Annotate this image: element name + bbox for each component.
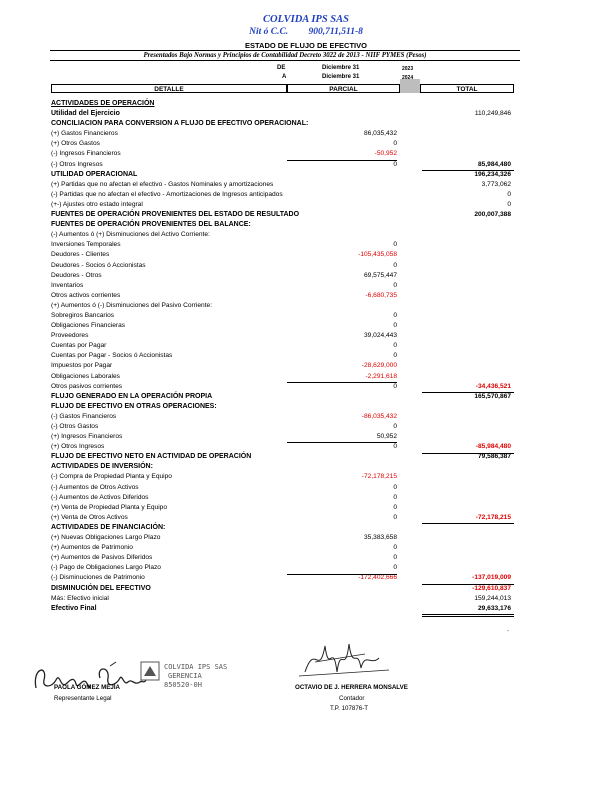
statement-row bbox=[51, 543, 521, 553]
nit-row bbox=[0, 27, 612, 37]
statement-row bbox=[51, 442, 521, 452]
statement-row bbox=[51, 392, 521, 402]
row-total: 3,773,062 bbox=[481, 180, 511, 188]
de-date: Diciembre 31 bbox=[322, 65, 360, 71]
row-label: (-) Otros Ingresos bbox=[51, 160, 103, 168]
statement-row bbox=[51, 321, 521, 331]
row-total: 110,249,846 bbox=[474, 110, 511, 118]
accountant-role: Contador bbox=[339, 695, 365, 702]
row-label: (+) Venta de Propiedad Planta y Equipo bbox=[51, 503, 168, 511]
statement-row bbox=[51, 149, 521, 159]
statement-rows bbox=[51, 99, 521, 614]
row-total: -129,610,837 bbox=[472, 584, 511, 592]
de-label: DE bbox=[277, 65, 286, 71]
row-label: Obligaciones Financieras bbox=[51, 322, 126, 330]
row-label: (+) Venta de Otros Activos bbox=[51, 513, 128, 521]
accountant-name: OCTAVIO DE J. HERRERA MONSALVE bbox=[295, 684, 408, 691]
row-label: (-) Compra de Propiedad Planta y Equipo bbox=[51, 473, 172, 481]
row-label: Efectivo Final bbox=[51, 604, 97, 612]
row-label: Inversiones Temporales bbox=[51, 241, 121, 249]
row-label: Proveedores bbox=[51, 332, 89, 340]
statement-row bbox=[51, 210, 521, 220]
statement-row bbox=[51, 170, 521, 180]
row-parcial: 0 bbox=[393, 241, 397, 249]
row-parcial: 0 bbox=[393, 311, 397, 319]
row-label: (-) Aumentos de Otros Activos bbox=[51, 483, 139, 491]
row-parcial: 0 bbox=[393, 160, 397, 168]
parcial-rule bbox=[287, 382, 397, 383]
row-label: (-) Gastos Financieros bbox=[51, 412, 117, 420]
row-parcial: -172,402,666 bbox=[358, 574, 397, 582]
row-label: Cuentas por Pagar bbox=[51, 342, 107, 350]
row-label: (+) Ingresos Financieros bbox=[51, 433, 123, 441]
row-label: (+) Aumentos ó (-) Disminuciones del Pasivo Corriente: bbox=[51, 301, 213, 309]
row-label: FLUJO DE EFECTIVO EN OTRAS OPERACIONES: bbox=[51, 402, 217, 410]
total-rule bbox=[422, 584, 514, 585]
row-label: (+) Aumentos de Pasivos Diferidos bbox=[51, 554, 153, 562]
statement-row bbox=[51, 573, 521, 583]
company-stamp bbox=[140, 658, 228, 694]
row-total: -137,019,009 bbox=[472, 574, 511, 582]
statement-row bbox=[51, 250, 521, 260]
statement-row bbox=[51, 341, 521, 351]
statement-row bbox=[51, 563, 521, 573]
statement-row bbox=[51, 261, 521, 271]
row-label: ACTIVIDADES DE FINANCIACIÓN: bbox=[51, 523, 166, 531]
row-parcial: -105,435,058 bbox=[358, 251, 397, 259]
company-name: COLVIDA IPS SAS bbox=[263, 14, 349, 25]
nit-value: 900,711,511-8 bbox=[308, 27, 363, 37]
row-label: (+) Gastos Financieros bbox=[51, 130, 118, 138]
row-label: ACTIVIDADES DE INVERSIÓN: bbox=[51, 463, 153, 471]
row-parcial: 39,024,443 bbox=[363, 332, 397, 340]
row-label: (+) Aumentos de Patrimonio bbox=[51, 544, 133, 552]
parcial-rule bbox=[287, 442, 397, 443]
row-total: 159,244,013 bbox=[474, 594, 511, 602]
row-label: Cuentas por Pagar - Socios ó Accionistas bbox=[51, 352, 173, 360]
row-total: -34,436,521 bbox=[475, 382, 511, 390]
right-signature-image bbox=[295, 632, 395, 682]
row-label: ACTIVIDADES DE OPERACIÓN bbox=[51, 100, 155, 107]
column-total: TOTAL bbox=[420, 84, 514, 93]
row-parcial: 0 bbox=[393, 564, 397, 572]
statement-row bbox=[51, 361, 521, 371]
total-rule bbox=[422, 170, 514, 171]
statement-row bbox=[51, 331, 521, 341]
stamp-line-2: GERENCIA bbox=[168, 672, 202, 680]
statement-row bbox=[51, 382, 521, 392]
row-parcial: 0 bbox=[393, 503, 397, 511]
statement-row bbox=[51, 109, 521, 119]
accountant-tp: T.P. 107876-T bbox=[330, 705, 369, 712]
row-total: 85,984,480 bbox=[477, 160, 511, 168]
statement-row bbox=[51, 180, 521, 190]
row-label: (+) Nuevas Obligaciones Largo Plazo bbox=[51, 534, 161, 542]
row-parcial: 69,575,447 bbox=[363, 271, 397, 279]
row-parcial: 50,952 bbox=[376, 433, 397, 441]
row-total: 200,007,388 bbox=[474, 211, 511, 219]
statement-row bbox=[51, 139, 521, 149]
row-label: (+) Partidas que no afectan el efectivo - Gastos Nominales y amortizaciones bbox=[51, 180, 274, 188]
row-parcial: 0 bbox=[393, 443, 397, 451]
legal-rep-role: Representante Legal bbox=[54, 695, 112, 702]
total-rule bbox=[422, 523, 514, 524]
statement-row bbox=[51, 462, 521, 472]
statement-title: ESTADO DE FLUJO DE EFECTIVO bbox=[245, 41, 367, 50]
nit-label: Nit ó C.C. bbox=[249, 27, 289, 37]
a-label: A bbox=[282, 74, 287, 80]
row-label: Inventarios bbox=[51, 281, 84, 289]
statement-row bbox=[51, 301, 521, 311]
statement-row bbox=[51, 281, 521, 291]
dash-mark: - bbox=[507, 628, 510, 635]
row-label: CONCILIACION PARA CONVERSION A FLUJO DE EFECTIVO OPERACIONAL: bbox=[51, 120, 309, 128]
row-label: (-) Ingresos Financieros bbox=[51, 150, 121, 158]
row-parcial: 0 bbox=[393, 423, 397, 430]
row-total: 0 bbox=[507, 200, 511, 208]
row-total: -85,984,480 bbox=[475, 443, 511, 451]
statement-row bbox=[51, 291, 521, 301]
statement-row bbox=[51, 220, 521, 230]
row-total: 29,633,176 bbox=[477, 604, 511, 612]
row-parcial: -72,178,215 bbox=[361, 473, 397, 481]
total-rule bbox=[422, 453, 514, 454]
statement-row bbox=[51, 351, 521, 361]
a-date: Diciembre 31 bbox=[322, 74, 360, 80]
year-de: 2023 bbox=[402, 66, 414, 72]
row-label: Deudores - Otros bbox=[51, 271, 102, 279]
statement-row bbox=[51, 271, 521, 281]
row-parcial: -28,629,000 bbox=[361, 362, 397, 370]
row-label: FUENTES DE OPERACIÓN PROVENIENTES DEL ESTADO DE RESULTADO bbox=[51, 211, 300, 219]
row-parcial: 0 bbox=[393, 281, 397, 289]
year-a: 2024 bbox=[402, 75, 414, 81]
row-parcial: 0 bbox=[393, 554, 397, 562]
statement-row bbox=[51, 432, 521, 442]
column-detalle: DETALLE bbox=[51, 84, 287, 93]
year-shade bbox=[400, 79, 420, 93]
statement-row bbox=[51, 483, 521, 493]
row-label: (-) Otros Gastos bbox=[51, 423, 99, 430]
final-double-rule bbox=[422, 614, 514, 617]
row-total: -72,178,215 bbox=[475, 513, 511, 521]
row-parcial: -6,680,735 bbox=[365, 291, 397, 299]
statement-row bbox=[51, 523, 521, 533]
row-label: (-) Disminuciones de Patrimonio bbox=[51, 574, 145, 582]
stamp-line-3: 850520-0H bbox=[164, 681, 202, 689]
row-label: FUENTES DE OPERACIÓN PROVENIENTES DEL BALANCE: bbox=[51, 221, 251, 229]
row-parcial: 0 bbox=[393, 261, 397, 269]
row-label: Obligaciones Laborales bbox=[51, 372, 120, 380]
row-label: (-) Pago de Obligaciones Largo Plazo bbox=[51, 564, 161, 572]
statement-row bbox=[51, 503, 521, 513]
row-parcial: 0 bbox=[393, 352, 397, 360]
row-label: (+-) Ajustes otro estado integral bbox=[51, 200, 143, 208]
parcial-rule bbox=[287, 160, 397, 161]
row-label: (-) Partidas que no afectan el efectivo - Amortizaciones de Ingresos anticipados bbox=[51, 190, 283, 198]
total-rule bbox=[422, 392, 514, 393]
row-parcial: 0 bbox=[393, 342, 397, 350]
row-label: Deudores - Socios ó Accionistas bbox=[51, 261, 146, 269]
row-label: Impuestos por Pagar bbox=[51, 362, 113, 370]
statement-row bbox=[51, 533, 521, 543]
statement-row bbox=[51, 553, 521, 563]
statement-row bbox=[51, 190, 521, 200]
row-parcial: -2,291,618 bbox=[365, 372, 397, 380]
legal-rep-name: PAOLA GÓMEZ MEJÍA bbox=[54, 684, 121, 691]
row-label: Otros activos corrientes bbox=[51, 291, 121, 299]
statement-row bbox=[51, 493, 521, 503]
statement-row bbox=[51, 513, 521, 523]
statement-row bbox=[51, 472, 521, 482]
statement-subtitle: Presentados Bajo Normas y Principios de Contabilidad Decreto 3022 de 2013 - NIIF PYMES (Pesos) bbox=[50, 50, 520, 61]
column-parcial: PARCIAL bbox=[287, 84, 400, 93]
row-parcial: 0 bbox=[393, 493, 397, 501]
row-label: FLUJO DE EFECTIVO NETO EN ACTIVIDAD DE OPERACIÓN bbox=[51, 453, 252, 461]
row-label: Deudores - Clientes bbox=[51, 251, 110, 259]
statement-row bbox=[51, 99, 521, 109]
statement-row bbox=[51, 594, 521, 604]
row-total: 0 bbox=[507, 190, 511, 198]
stamp-line-1: COLVIDA IPS SAS bbox=[164, 663, 228, 671]
row-label: UTILIDAD OPERACIONAL bbox=[51, 170, 138, 178]
row-label: Utilidad del Ejercicio bbox=[51, 110, 120, 118]
statement-row bbox=[51, 160, 521, 170]
statement-row bbox=[51, 240, 521, 250]
row-total: 165,570,867 bbox=[474, 392, 511, 400]
row-parcial: -50,952 bbox=[374, 150, 397, 158]
row-label: FLUJO GENERADO EN LA OPERACIÓN PROPIA bbox=[51, 392, 213, 400]
row-label: Más: Efectivo inicial bbox=[51, 594, 109, 602]
statement-row bbox=[51, 584, 521, 594]
row-parcial: 0 bbox=[393, 483, 397, 491]
row-label: (-) Aumentos ó (+) Disminuciones del Activo Corriente: bbox=[51, 231, 210, 239]
statement-row bbox=[51, 200, 521, 210]
row-parcial: 0 bbox=[393, 322, 397, 330]
row-parcial: 0 bbox=[393, 382, 397, 390]
statement-row bbox=[51, 604, 521, 614]
row-label: (+) Otros Ingresos bbox=[51, 443, 105, 451]
statement-row bbox=[51, 372, 521, 382]
row-parcial: 0 bbox=[393, 544, 397, 552]
row-label: (-) Aumentos de Activos Diferidos bbox=[51, 493, 149, 501]
statement-row bbox=[51, 230, 521, 240]
row-label: Sobregiros Bancarios bbox=[51, 311, 115, 319]
row-label: DISMINUCIÓN DEL EFECTIVO bbox=[51, 584, 151, 592]
statement-row bbox=[51, 412, 521, 422]
row-total: 79,586,387 bbox=[477, 453, 511, 461]
row-total: 196,234,326 bbox=[474, 170, 511, 178]
statement-row bbox=[51, 119, 521, 129]
statement-row bbox=[51, 311, 521, 321]
row-parcial: 0 bbox=[393, 513, 397, 521]
statement-row bbox=[51, 452, 521, 462]
row-label: Otros pasivos corrientes bbox=[51, 382, 123, 390]
row-parcial: -86,035,432 bbox=[361, 412, 397, 420]
parcial-rule bbox=[287, 574, 397, 575]
statement-row bbox=[51, 422, 521, 432]
row-parcial: 35,383,658 bbox=[363, 534, 397, 542]
statement-row bbox=[51, 129, 521, 139]
row-label: (+) Otros Gastos bbox=[51, 140, 100, 148]
statement-row bbox=[51, 402, 521, 412]
row-parcial: 86,035,432 bbox=[363, 130, 397, 138]
row-parcial: 0 bbox=[393, 140, 397, 148]
